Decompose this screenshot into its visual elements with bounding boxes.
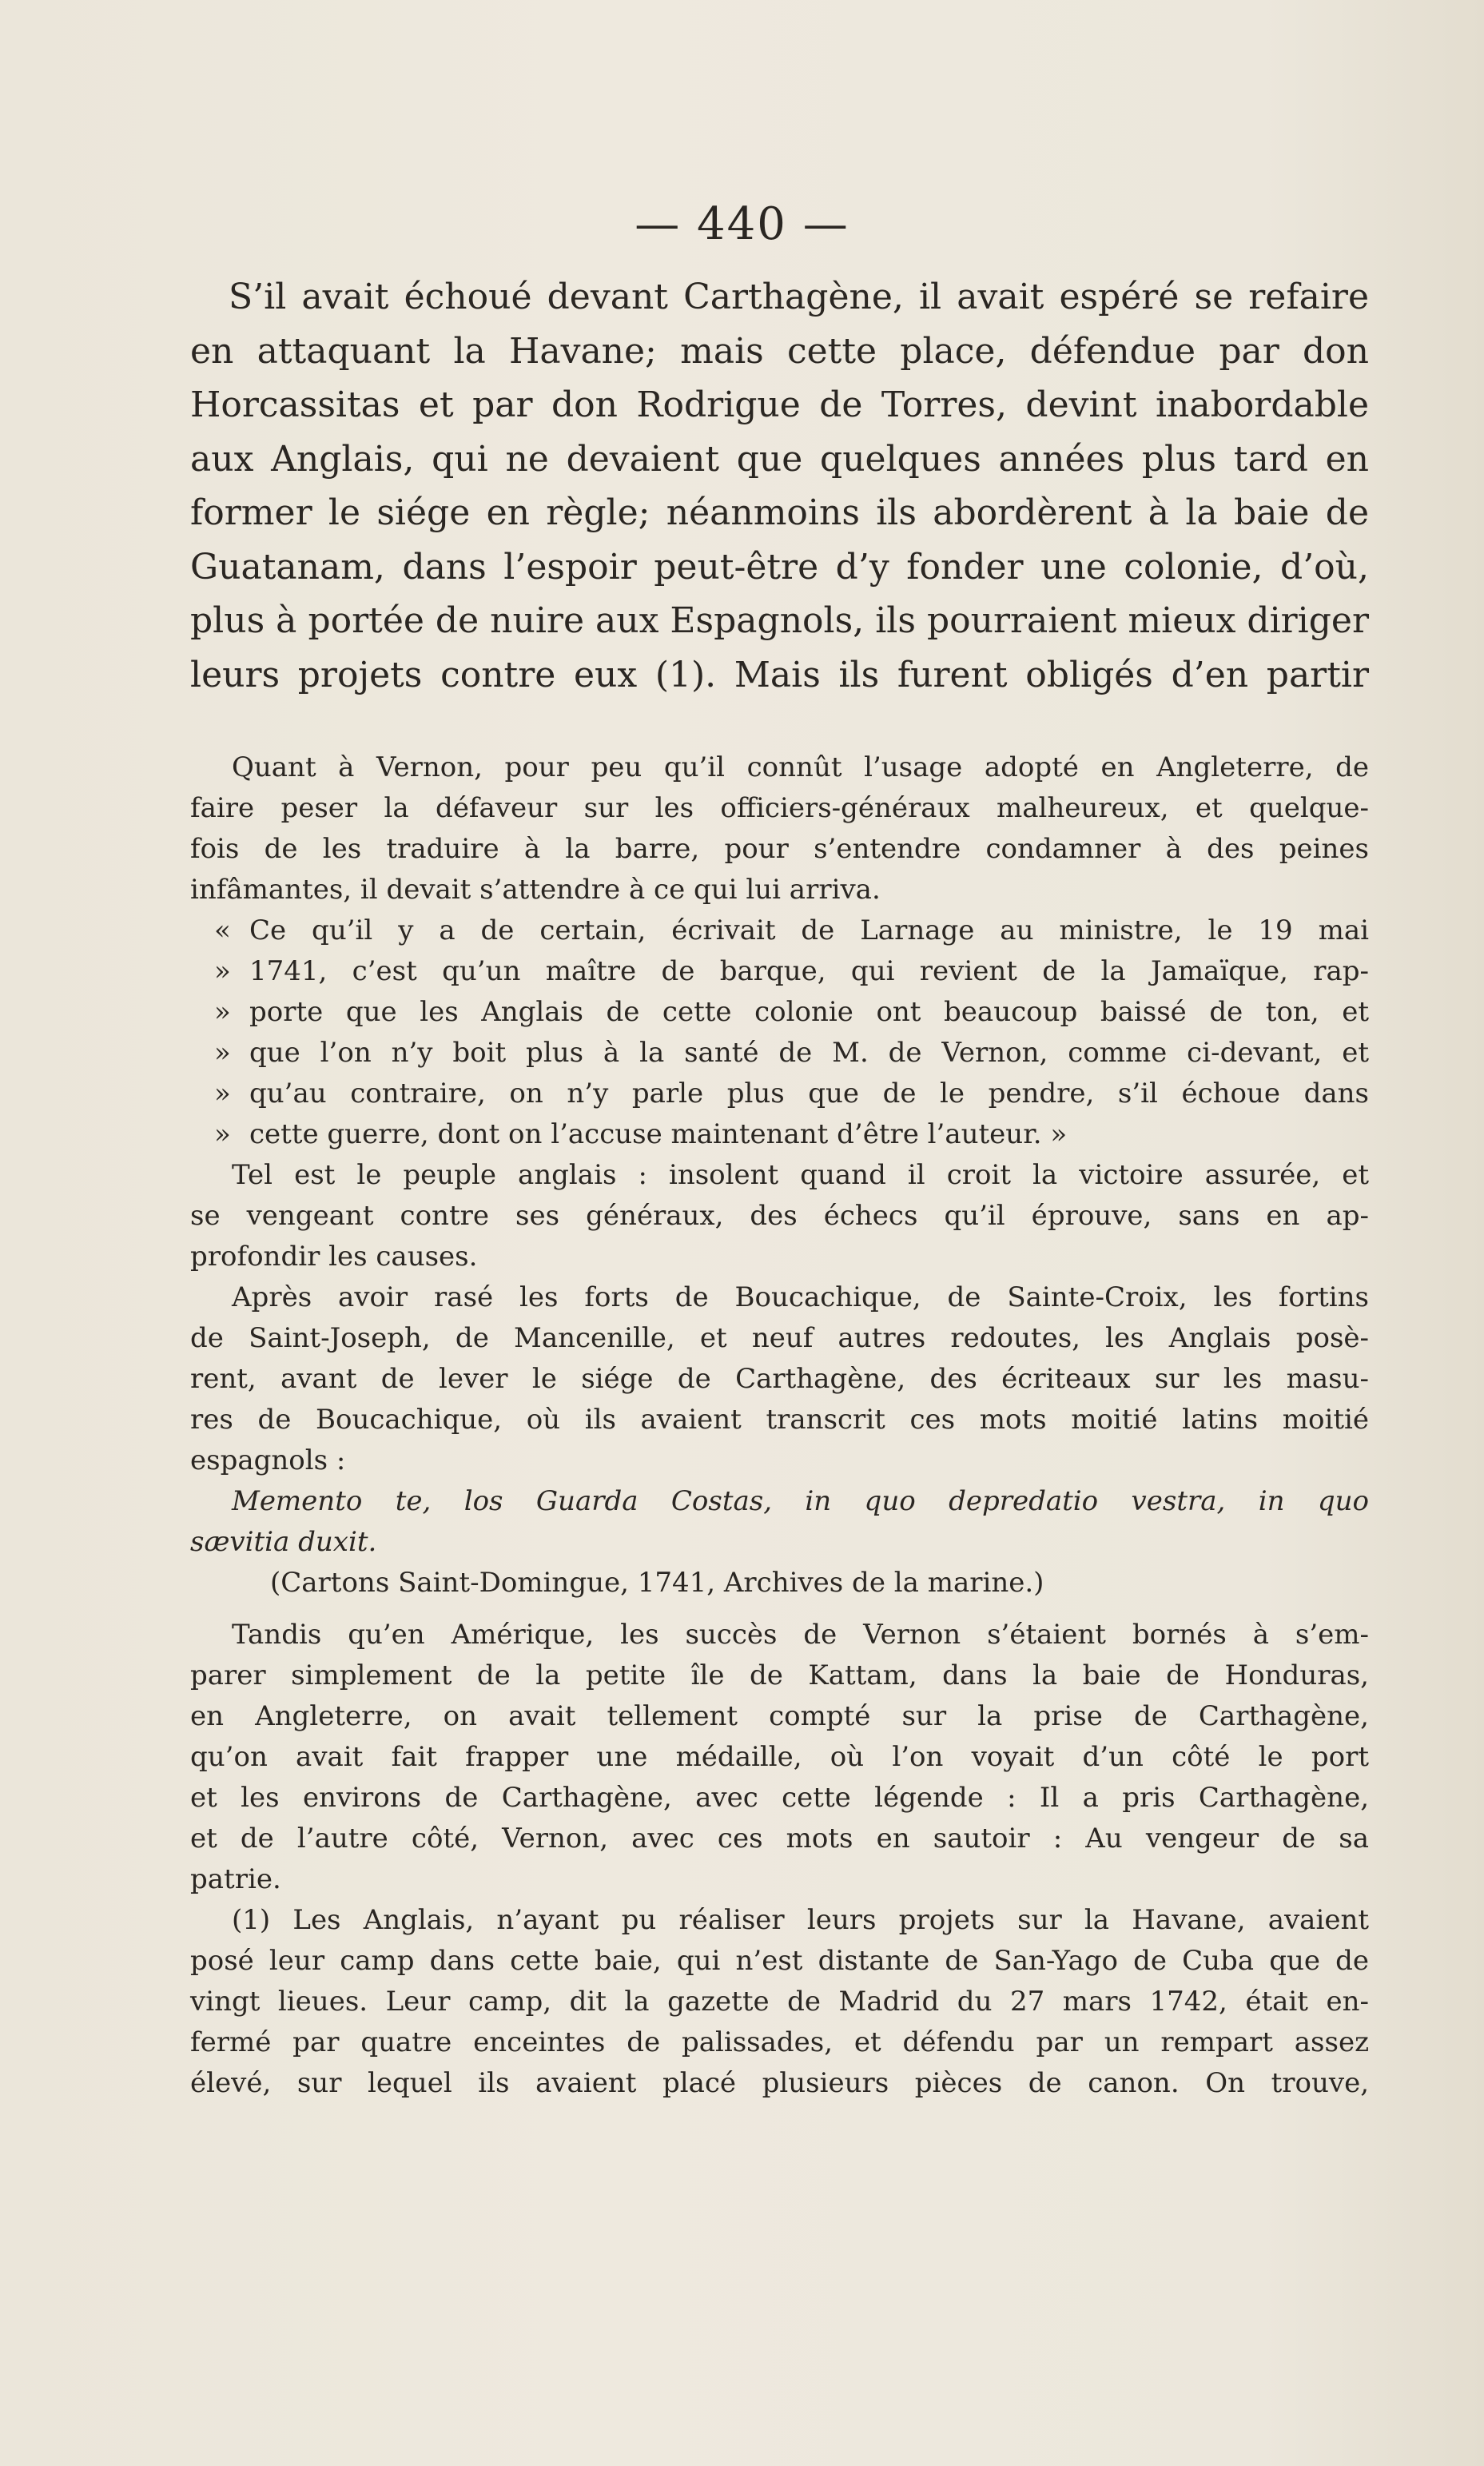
quote-text: 1741, c’est qu’un maître de barque, qui revient de la Jamaïque, rap-: [249, 955, 1369, 987]
footnote-line: vingt lieues. Leur camp, dit la gazette de Madrid du 27 mars 1742, était en-: [190, 1986, 1369, 2018]
quote-line: [190, 1074, 1369, 1114]
footnote-line: fermé par quatre enceintes de palissades, et défendu par un rempart assez: [190, 2026, 1369, 2058]
note-line: qu’on avait fait frapper une médaille, où l’on voyait d’un côté le port: [190, 1741, 1369, 1773]
note-line: et les environs de Carthagène, avec cette légende : Il a pris Carthagène,: [190, 1782, 1369, 1814]
note-line: de Saint-Joseph, de Mancenille, et neuf autres redoutes, les Anglais posè-: [190, 1322, 1369, 1354]
note-line: faire peser la défaveur sur les officiers-généraux malheureux, et quelque-: [190, 792, 1369, 824]
quote-mark: »: [214, 1037, 231, 1069]
latin-inscription: Memento te, los Guarda Costas, in quo depredatio vestra, in quo: [232, 1485, 1369, 1517]
note-line: Tel est le peuple anglais : insolent quand il croit la victoire assurée, et: [232, 1159, 1369, 1191]
spacer: [190, 1603, 1369, 1615]
note-line: infâmantes, il devait s’attendre à ce qui lui arriva.: [190, 874, 881, 906]
note-line: se vengeant contre ses généraux, des échecs qu’il éprouve, sans en ap-: [190, 1200, 1369, 1232]
quote-text: Ce qu’il y a de certain, écrivait de Larnage au ministre, le 19 mai: [249, 914, 1369, 946]
note-line: rent, avant de lever le siége de Carthagène, des écriteaux sur les masu-: [190, 1363, 1369, 1395]
quote-mark: »: [214, 1078, 231, 1110]
footnote-line: élevé, sur lequel ils avaient placé plusieurs pièces de canon. On trouve,: [190, 2067, 1369, 2099]
quote-mark: »: [214, 1118, 231, 1150]
quote-text: que l’on n’y boit plus à la santé de M. de Vernon, comme ci-devant, et: [249, 1037, 1369, 1069]
note-line: espagnols :: [190, 1444, 346, 1476]
source-citation: (Cartons Saint-Domingue, 1741, Archives de la marine.): [270, 1567, 1044, 1599]
quote-line: [190, 910, 1369, 951]
quote-mark: «: [214, 914, 231, 946]
quote-text: cette guerre, dont on l’accuse maintenant d’être l’auteur. »: [249, 1118, 1068, 1150]
note-line: fois de les traduire à la barre, pour s’entendre condamner à des peines: [190, 833, 1369, 865]
note-line: Tandis qu’en Amérique, les succès de Vernon s’étaient bornés à s’em-: [232, 1619, 1369, 1651]
page-number: — 440 —: [635, 198, 849, 250]
note-line: en Angleterre, on avait tellement compté sur la prise de Carthagène,: [190, 1700, 1369, 1732]
note-line: parer simplement de la petite île de Kattam, dans la baie de Honduras,: [190, 1659, 1369, 1691]
footnote-line: posé leur camp dans cette baie, qui n’est distante de San-Yago de Cuba que de: [190, 1945, 1369, 1977]
quote-text: porte que les Anglais de cette colonie ont beaucoup baissé de ton, et: [249, 996, 1369, 1028]
quote-mark: »: [214, 996, 231, 1028]
quote-line: [190, 951, 1369, 992]
note-line: et de l’autre côté, Vernon, avec ces mots en sautoir : Au vengeur de sa: [190, 1823, 1369, 1854]
note-line: profondir les causes.: [190, 1241, 478, 1273]
main-paragraph: S’il avait échoué devant Carthagène, il avait espéré se refaire en attaquant la Havane; mais cette place, défendue par don Horcassitas et par don Rodrigue de Torres, devint inabordable aux Anglais, qui ne devaient que quelques années plus tard en former le siége en règle; néanmoins ils abordèrent à la baie de Guatanam, dans l’espoir peut-être d’y fonder une colonie, d’où, plus à portée de nuire aux Espagnols, ils pourraient mieux diriger leurs projets contre eux (1). Mais ils furent obligés d’en partir: [190, 277, 1369, 695]
quote-line: [190, 992, 1369, 1033]
note-line: Quant à Vernon, pour peu qu’il connût l’usage adopté en Angleterre, de: [232, 751, 1369, 783]
main-text: [190, 270, 1369, 702]
note-line: Après avoir rasé les forts de Boucachique, de Sainte-Croix, les fortins: [232, 1281, 1369, 1313]
quote-line: [190, 1033, 1369, 1074]
notes-section: [190, 747, 1369, 2104]
quote-mark: »: [214, 955, 231, 987]
quote-text: qu’au contraire, on n’y parle plus que de le pendre, s’il échoue dans: [249, 1078, 1369, 1110]
note-line: patrie.: [190, 1863, 281, 1895]
footnote-line: (1) Les Anglais, n’ayant pu réaliser leurs projets sur la Havane, avaient: [232, 1904, 1369, 1936]
latin-inscription: sævitia duxit.: [190, 1526, 377, 1558]
note-line: res de Boucachique, où ils avaient transcrit ces mots moitié latins moitié: [190, 1404, 1369, 1436]
quote-line: [190, 1114, 1369, 1155]
